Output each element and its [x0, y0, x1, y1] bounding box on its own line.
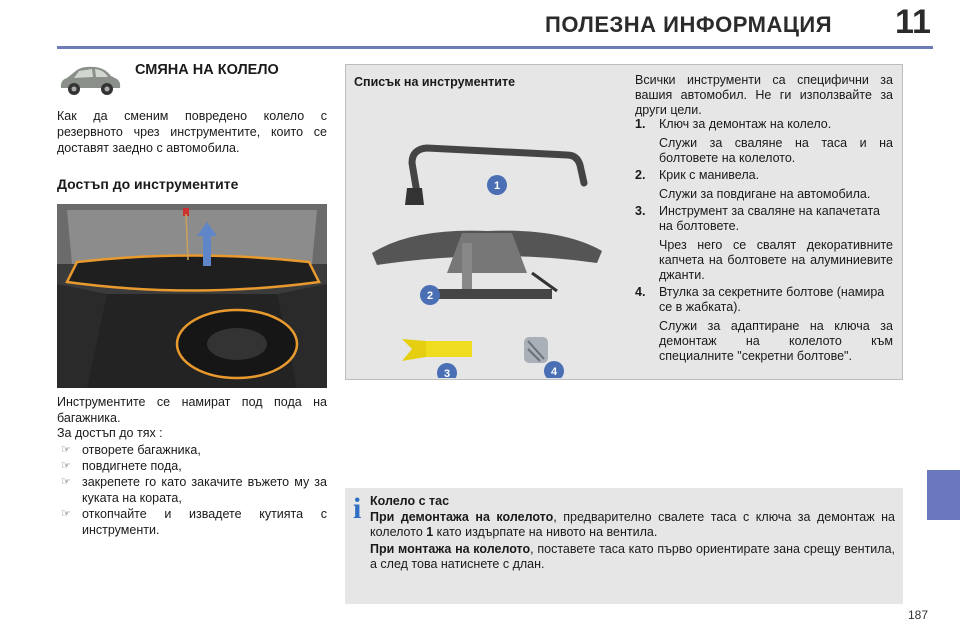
tools-panel: [345, 64, 903, 380]
pointing-hand-icon: ☞: [61, 508, 71, 520]
tools-list: [635, 115, 893, 364]
list-item: ☞ откопчайте и извадете кутията с инструменти.: [61, 507, 327, 537]
list-item: 2. Крик с манивела. Служи за повдигане на автомобила.: [635, 168, 871, 201]
chapter-side-tab: [927, 470, 960, 520]
tools-location: Инструментите се намират под пода на багажника.: [57, 395, 327, 425]
pointing-hand-icon: ☞: [61, 444, 71, 456]
svg-text:4: 4: [550, 366, 558, 378]
tools-intro: Всички инструменти са специфични за вашия автомобил. Не ги използвайте за други цели.: [635, 73, 893, 117]
info-paragraph-removal: При демонтажа на колелото, предварително свалете таса с ключа за демонтаж на колелото 1 като издърпате на нивото на вентила.: [370, 510, 895, 539]
tools-heading: Списък на инструментите: [354, 75, 516, 89]
info-box: [345, 488, 903, 604]
info-icon: i: [353, 492, 362, 525]
list-item: ☞ отворете багажника,: [61, 443, 201, 457]
list-item: ☞ повдигнете пода,: [61, 459, 182, 473]
page-number: 187: [908, 608, 929, 622]
info-paragraph-fitting: При монтажа на колелото, поставете таса като първо ориентирате зана срещу вентила, а след това натиснете с длан.: [370, 542, 896, 571]
cap-puller-image: [402, 339, 472, 361]
section-title: СМЯНА НА КОЛЕЛО: [135, 62, 279, 78]
pointing-hand-icon: ☞: [61, 476, 71, 488]
tools-illustration: [352, 93, 627, 378]
info-title: Колело с тас: [370, 494, 450, 508]
pointing-hand-icon: ☞: [61, 460, 71, 472]
jack-image: [372, 231, 602, 299]
lock-socket-image: [524, 337, 548, 363]
svg-text:2: 2: [426, 290, 434, 302]
svg-text:3: 3: [443, 368, 451, 378]
car-icon: [57, 62, 123, 98]
access-heading: Достъп до инструментите: [57, 176, 239, 192]
svg-text:1: 1: [493, 180, 501, 192]
list-item: 1. Ключ за демонтаж на колело. Служи за сваляне на таса и на болтовете на колелото.: [635, 117, 893, 165]
trunk-photo: [57, 204, 327, 388]
chapter-number: 11: [895, 3, 931, 41]
list-item: 4. Втулка за секретните болтове (намира се в жабката). Служи за адаптиране на ключа за демонтаж на колелото към специалните "секретни болтове".: [635, 285, 893, 363]
section-intro: Как да сменим повредено колело с резервното чрез инструментите, които се доставят заедно с автомобила.: [57, 109, 327, 155]
list-item: ☞ закрепете го като закачите въжето му за куката на кората,: [61, 475, 327, 505]
access-steps: [57, 442, 327, 538]
header-divider: [57, 46, 933, 49]
access-lead: За достъп до тях :: [57, 426, 163, 440]
chapter-title: ПОЛЕЗНА ИНФОРМАЦИЯ: [545, 12, 833, 37]
list-item: 3. Инструмент за сваляне на капачетата на болтовете. Чрез него се свалят декоративните капчета на болтовете на алуминиевите джанти.: [635, 204, 893, 282]
